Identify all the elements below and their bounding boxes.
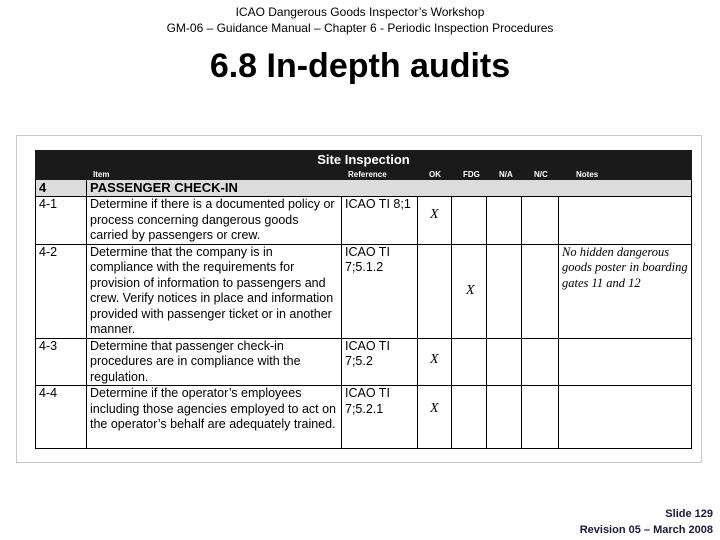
ok-cell: [418, 338, 452, 386]
row-item: Determine that passenger check-in procedures are in compliance with the regulation.: [87, 338, 342, 386]
fdg-cell: [452, 338, 487, 386]
fdg-cell: [452, 386, 487, 449]
row-reference: ICAO TI 7;5.1.2: [342, 244, 418, 338]
section-number: 4: [36, 180, 87, 197]
section-label: PASSENGER CHECK-IN: [87, 180, 692, 197]
ok-cell: [418, 244, 452, 338]
ok-mark: X: [430, 401, 439, 416]
ok-mark: X: [430, 207, 439, 222]
column-header-nc: N/C: [534, 170, 548, 179]
row-id: 4-2: [36, 244, 87, 338]
table-banner: [36, 151, 692, 180]
fdg-cell: [452, 244, 487, 338]
header-workshop-title: ICAO Dangerous Goods Inspector’s Workshop: [235, 5, 485, 19]
row-id: 4-4: [36, 386, 87, 449]
na-cell: [487, 386, 522, 449]
column-header-reference: Reference: [348, 170, 387, 179]
table-row: [36, 338, 692, 386]
header-manual-reference: GM-06 – Guidance Manual – Chapter 6 - Periodic Inspection Procedures: [166, 21, 554, 35]
nc-cell: [522, 197, 559, 245]
column-header-fdg: FDG: [463, 170, 480, 179]
row-item: Determine that the company is in compliance with the requirements for provision of information to passengers and crew. Verify notices in place and information provided with passenger ticket or in another manner.: [87, 244, 342, 338]
table-title: Site Inspection: [317, 152, 410, 167]
nc-cell: [522, 244, 559, 338]
ok-cell: [418, 197, 452, 245]
column-header-na: N/A: [499, 170, 513, 179]
row-reference: ICAO TI 7;5.2: [342, 338, 418, 386]
notes-cell: [559, 338, 692, 386]
slide-footer: [580, 506, 713, 538]
slide-header: [0, 4, 720, 36]
column-header-item: Item: [93, 170, 110, 179]
section-row: [36, 180, 692, 197]
nc-cell: [522, 386, 559, 449]
row-id: 4-1: [36, 197, 87, 245]
site-inspection-table: [35, 150, 692, 449]
table-row: [36, 386, 692, 449]
finding-note: No hidden dangerous goods poster in boarding gates 11 and 12: [562, 244, 688, 290]
notes-cell: [559, 197, 692, 245]
na-cell: [487, 244, 522, 338]
row-reference: ICAO TI 7;5.2.1: [342, 386, 418, 449]
column-header-ok: OK: [429, 170, 441, 179]
nc-cell: [522, 338, 559, 386]
table-row: [36, 197, 692, 245]
fdg-cell: [452, 197, 487, 245]
row-id: 4-3: [36, 338, 87, 386]
column-header-notes: Notes: [576, 170, 599, 179]
na-cell: [487, 338, 522, 386]
revision-info: Revision 05 – March 2008: [579, 524, 713, 536]
notes-cell: [559, 244, 692, 338]
fdg-mark: X: [466, 282, 475, 298]
slide-number: Slide 129: [665, 508, 713, 520]
na-cell: [487, 197, 522, 245]
notes-cell: [559, 386, 692, 449]
ok-cell: [418, 386, 452, 449]
row-item: Determine if there is a documented policy or process concerning dangerous goods carried by passengers or crew.: [87, 197, 342, 245]
row-item: Determine if the operator’s employees including those agencies employed to act on the operator’s behalf are adequately trained.: [87, 386, 342, 449]
table-row: [36, 244, 692, 338]
slide-title: 6.8 In-depth audits: [209, 47, 511, 85]
ok-mark: X: [430, 351, 439, 367]
row-reference: ICAO TI 8;1: [342, 197, 418, 245]
